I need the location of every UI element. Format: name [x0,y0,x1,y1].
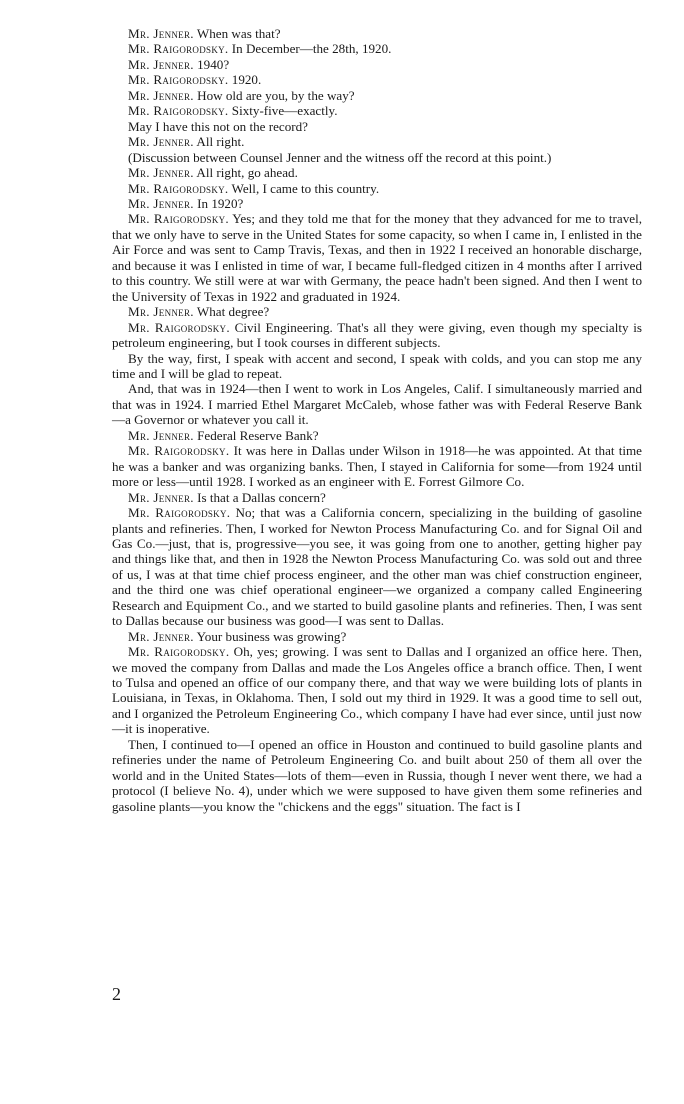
transcript-paragraph [112,88,642,103]
paragraph-text: Is that a Dallas concern? [193,489,326,505]
transcript-paragraph [112,490,642,505]
speaker-label: Mr. Jenner. [128,628,194,644]
speaker-label: Mr. Raigorodsky. [128,103,229,119]
transcript-paragraph [112,134,642,149]
speaker-label: Mr. Jenner. [128,26,194,41]
speaker-label: Mr. Raigorodsky. [128,41,229,57]
speaker-label: Mr. Jenner. [128,165,194,181]
transcript-paragraph [112,181,642,196]
transcript-paragraph [112,150,642,165]
transcript-paragraph [112,196,642,211]
speaker-label: Mr. Jenner. [128,134,194,150]
paragraph-text: And, that was in 1924—then I went to work in Los Angeles, Calif. I simultaneously married and that was in 1924. I married Ethel Margaret McCaleb, whose father was with Federal Reserve Bank—a Governor or whatever you call it. [112,381,642,428]
transcript-paragraph [112,428,642,443]
speaker-label: Mr. Jenner. [128,56,194,72]
paragraph-text: In 1920? [193,195,244,211]
transcript-paragraph [112,211,642,304]
paragraph-text: In December—the 28th, 1920. [228,41,392,57]
speaker-label: Mr. Jenner. [128,87,194,103]
transcript-paragraph [112,737,642,814]
paragraph-text: Then, I continued to—I opened an office in Houston and continued to build gasoline plants and refineries under the name of Petroleum Engineering Co. and built about 250 of them all over the world and in the United States—lots of them—even in Russia, though I never went there, we had a protocol (I believe No. 4), under which we were supposed to have given them some refineries and gasoline plants—you know the "chickens and the eggs" situation. The fact is I [112,736,642,814]
transcript-paragraph [112,304,642,319]
speaker-label: Mr. Raigorodsky. [128,505,231,521]
transcript-paragraph [112,443,642,489]
paragraph-text: What degree? [193,304,270,320]
transcript-paragraph [112,72,642,87]
transcript-paragraph [112,644,642,737]
paragraph-text: Federal Reserve Bank? [193,427,319,443]
transcript-page [112,26,642,814]
paragraph-text: Civil Engineering. That's all they were giving, even though my specialty is petroleum engineering, but I took courses in different subjects. [112,319,642,351]
transcript-paragraph [112,320,642,351]
paragraph-text: When was that? [193,26,281,41]
paragraph-text: Sixty-five—exactly. [228,103,338,119]
transcript-paragraph [112,165,642,180]
transcript-paragraph [112,57,642,72]
speaker-label: Mr. Raigorodsky. [128,319,230,335]
transcript-paragraph [112,505,642,629]
paragraph-text: No; that was a California concern, specializing in the building of gasoline plants and refineries. Then, I worked for Newton Process Manufacturing Co. and for Signal Oil and Gas Co.—just, that is, progressive—you see, it was going from one to another, getting higher pay and things like that, and then in 1928 the Newton Process Manufacturing Co. was sold out and three of us, I was at that time chief process engineer, and the other man was chief construction engineer, and the third one was chief operational engineer—we organized a company called Engineering Research and Equipment Co., and we started to build gasoline plants and refineries. Then, I was sent to Dallas because our business was good—I was sent to Dallas. [112,505,642,629]
paragraph-text: Your business was growing? [193,628,347,644]
speaker-label: Mr. Jenner. [128,427,194,443]
paragraph-text: All right, go ahead. [193,165,298,181]
speaker-label: Mr. Raigorodsky. [128,443,230,459]
paragraph-text: Oh, yes; growing. I was sent to Dallas and I organized an office here. Then, we moved the company from Dallas and made the Los Angeles office a branch office. Then, I went to Tulsa and opened an office of our company there, and that way we were building lots of plants in Louisiana, in Texas, in Oklahoma. Then, I sold out my third in 1929. It was a good time to sell out, and I organized the Petroleum Engineering Co., which company I have had ever since, until just now—it is inoperative. [112,644,642,737]
paragraph-text: Well, I came to this country. [228,180,380,196]
transcript-paragraph [112,381,642,427]
speaker-label: Mr. Jenner. [128,489,194,505]
transcript-paragraph [112,103,642,118]
speaker-label: Mr. Raigorodsky. [128,644,230,660]
paragraph-text: Yes; and they told me that for the money that they advanced for me to travel, that we only have to serve in the United States for some capacity, so when I came in, I enlisted in the Air Force and was sent to Camp Travis, Texas, and then in 1922 I received an honorable discharge, and because it was I enlisted in time of war, I became full-fledged citizen in 4 months after I arrived to this country. We still were at war with Germany, the peace hadn't been signed. And then I went to the University of Texas in 1922 and graduated in 1924. [112,211,642,304]
paragraph-text: By the way, first, I speak with accent and second, I speak with colds, and you can stop me any time and I will be glad to repeat. [112,350,642,381]
transcript-paragraph [112,351,642,382]
speaker-label: Mr. Jenner. [128,304,194,320]
transcript-paragraph [112,629,642,644]
speaker-label: Mr. Jenner. [128,195,194,211]
paragraph-text: May I have this not on the record? [128,118,308,134]
transcript-paragraph [112,26,642,41]
speaker-label: Mr. Raigorodsky. [128,211,229,227]
paragraph-text: 1940? [193,56,230,72]
paragraph-text: 1920. [228,72,262,88]
paragraph-text: All right. [193,134,245,150]
transcript-paragraph [112,119,642,134]
page-number: 2 [112,984,121,1004]
paragraph-text: How old are you, by the way? [193,87,355,103]
speaker-label: Mr. Raigorodsky. [128,180,229,196]
speaker-label: Mr. Raigorodsky. [128,72,229,88]
paragraph-text: (Discussion between Counsel Jenner and the witness off the record at this point.) [128,149,552,165]
transcript-paragraph [112,41,642,56]
paragraph-text: It was here in Dallas under Wilson in 1918—he was appointed. At that time he was a banker and was organizing banks. Then, I stayed in California for some—from 1924 until more or less—until 1928. I worked as an engineer with E. Forrest Gilmore Co. [112,443,642,490]
